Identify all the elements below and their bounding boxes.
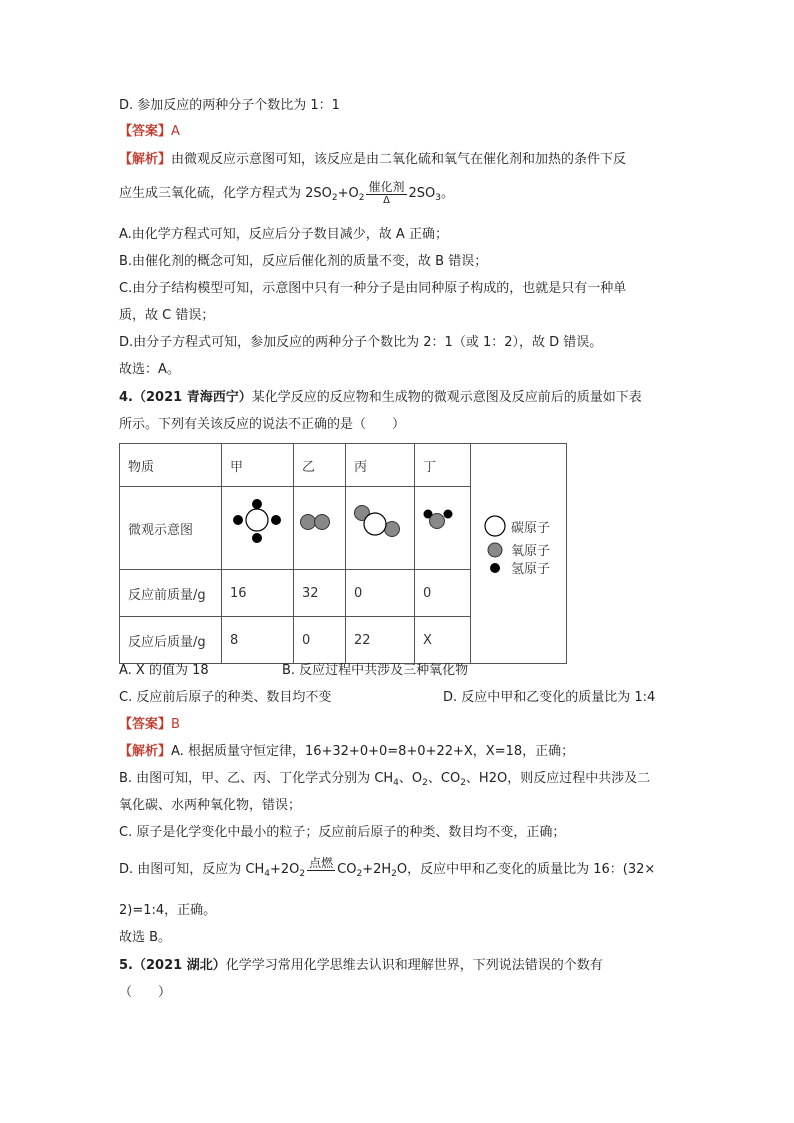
sub: 2	[460, 778, 466, 788]
option-d: D. 反应中甲和乙变化的质量比为 1:4	[443, 690, 656, 705]
sub: 4	[264, 869, 270, 879]
option-d-prev: D. 参加反应的两种分子个数比为 1：1	[119, 98, 340, 113]
answer-value: B	[171, 717, 180, 732]
eq-text: 应生成三氧化硫，化学方程式为 2SO	[119, 186, 332, 201]
eq-text: B. 由图可知，甲、乙、丙、丁化学式分别为 CH	[119, 771, 394, 786]
molecule-cell	[222, 487, 294, 570]
eq-text: CO	[337, 862, 357, 877]
analysis-1-line1	[119, 151, 626, 169]
sub: 2	[356, 869, 363, 879]
analysis-1-d: D.由分子方程式可知，参加反应的两种分子个数比为 2：1（或 1：2），故 D 错误。	[119, 335, 603, 350]
eq-text: +2O	[270, 862, 300, 877]
sub: 2	[358, 193, 365, 203]
answer-value: A	[171, 124, 180, 139]
molecule-cell	[346, 487, 415, 570]
table-cell: 反应前质量/g	[120, 570, 222, 617]
analysis-1-b: B.由催化剂的概念可知，反应后催化剂的质量不变，故 B 错误；	[119, 254, 488, 269]
analysis-1-a: A.由化学方程式可知，反应后分子数目减少，故 A 正确；	[119, 227, 448, 242]
cond-bot	[307, 871, 335, 883]
table-cell: 0	[294, 617, 346, 664]
table-cell: 8	[222, 617, 294, 664]
eq-text: +O	[337, 186, 359, 201]
cond-top: 点燃	[309, 856, 334, 870]
table-cell: 反应后质量/g	[120, 617, 222, 664]
analysis-2-d2: 2)=1:4，正确。	[119, 903, 217, 918]
answer-2	[119, 716, 180, 734]
sub: 2	[331, 193, 338, 203]
table-cell: 乙	[294, 444, 346, 487]
analysis-2-a	[119, 743, 574, 761]
option-c: C. 反应前后原子的种类、数目均不变	[119, 690, 332, 705]
eq-text: 、CO	[427, 771, 461, 786]
option-a: A. X 的值为 18	[119, 663, 209, 678]
option-b: B. 反应过程中共涉及三种氧化物	[282, 663, 469, 678]
table-cell: 0	[415, 570, 471, 617]
question-number: 4.（2021 青海西宁）	[119, 390, 252, 405]
legend-carbon: 碳原子	[511, 521, 551, 536]
sub: 4	[393, 778, 399, 788]
table-cell: 0	[346, 570, 415, 617]
analysis-2-b	[119, 770, 650, 792]
sub: 3	[435, 193, 441, 203]
analysis-1-equation	[119, 180, 454, 211]
oxygen-molecule-icon	[294, 487, 336, 565]
table-cell: 16	[222, 570, 294, 617]
sub: 2	[391, 869, 397, 879]
table-header-row	[120, 444, 567, 487]
analysis-label: 【解析】	[119, 152, 172, 167]
analysis-2-c: C. 原子是化学变化中最小的粒子；反应前后原子的种类、数目均不变，正确；	[119, 825, 566, 840]
eq-text: 。	[441, 186, 455, 201]
legend-oxygen: 氧原子	[511, 544, 551, 559]
table-cell: 甲	[222, 444, 294, 487]
eq-text: O	[396, 862, 408, 877]
eq-text: 2SO	[408, 186, 436, 201]
question-4-line2: 所示。下列有关该反应的说法不正确的是（ ）	[119, 417, 406, 432]
eq-text: 、H2O，则反应过程中共涉及二	[465, 771, 651, 786]
answer-1	[119, 123, 180, 141]
analysis-label: 【解析】	[119, 744, 172, 759]
eq-text: D. 由图可知，反应为 CH	[119, 862, 265, 877]
question-text: 某化学反应的反应物和生成物的微观示意图及反应前后的质量如下表	[251, 390, 642, 405]
answer-label: 【答案】	[119, 124, 172, 139]
cond-top: 催化剂	[368, 180, 405, 194]
question-5-paren: （ ）	[119, 985, 172, 1000]
analysis-1-c: C.由分子结构模型可知，示意图中只有一种分子是由同种原子构成的，也就是只有一种单	[119, 281, 627, 296]
carbon-dioxide-molecule-icon	[346, 487, 406, 565]
selection-2: 故选 B。	[119, 930, 172, 945]
table-cell: 微观示意图	[120, 487, 222, 570]
molecule-cell	[294, 487, 346, 570]
analysis-2-d	[119, 856, 655, 887]
sub: 2	[422, 778, 428, 788]
hydrogen-atom-icon	[490, 563, 500, 573]
carbon-atom-icon	[485, 516, 505, 536]
question-text: 化学学习常用化学思维去认识和理解世界，下列说法错误的个数有	[225, 958, 603, 973]
analysis-2-b2: 氧化碳、水两种氧化物，错误；	[119, 798, 302, 813]
table-cell: 32	[294, 570, 346, 617]
legend-hydrogen: 氢原子	[511, 562, 551, 577]
legend-cell	[471, 444, 567, 664]
question-4-line1	[119, 389, 642, 407]
table-cell: 22	[346, 617, 415, 664]
oxygen-atom-icon	[488, 543, 502, 557]
selection-1: 故选：A。	[119, 362, 180, 377]
cond-bot: Δ	[383, 195, 390, 206]
analysis-1-c2: 质，故 C 错误；	[119, 308, 215, 323]
table-cell: 丙	[346, 444, 415, 487]
eq-text: +2H	[362, 862, 392, 877]
table-cell: 丁	[415, 444, 471, 487]
analysis-text: A. 根据质量守恒定律，16+32+0+0=8+0+22+X，X=18，正确；	[171, 744, 575, 759]
table-cell: 物质	[120, 444, 222, 487]
reaction-condition	[307, 856, 335, 883]
analysis-text: 由微观反应示意图可知，该反应是由二氧化硫和氧气在催化剂和加热的条件下反	[171, 152, 627, 167]
question-5-line1	[119, 957, 603, 975]
methane-molecule-icon	[222, 487, 284, 565]
eq-text: 、O	[398, 771, 423, 786]
answer-label: 【答案】	[119, 717, 172, 732]
table-cell: X	[415, 617, 471, 664]
sub: 2	[299, 869, 306, 879]
substance-table	[119, 443, 567, 664]
water-molecule-icon	[415, 487, 461, 565]
eq-text: ，反应中甲和乙变化的质量比为 16：(32×	[407, 862, 656, 877]
molecule-cell	[415, 487, 471, 570]
reaction-condition	[366, 180, 406, 207]
question-number: 5.（2021 湖北）	[119, 958, 226, 973]
